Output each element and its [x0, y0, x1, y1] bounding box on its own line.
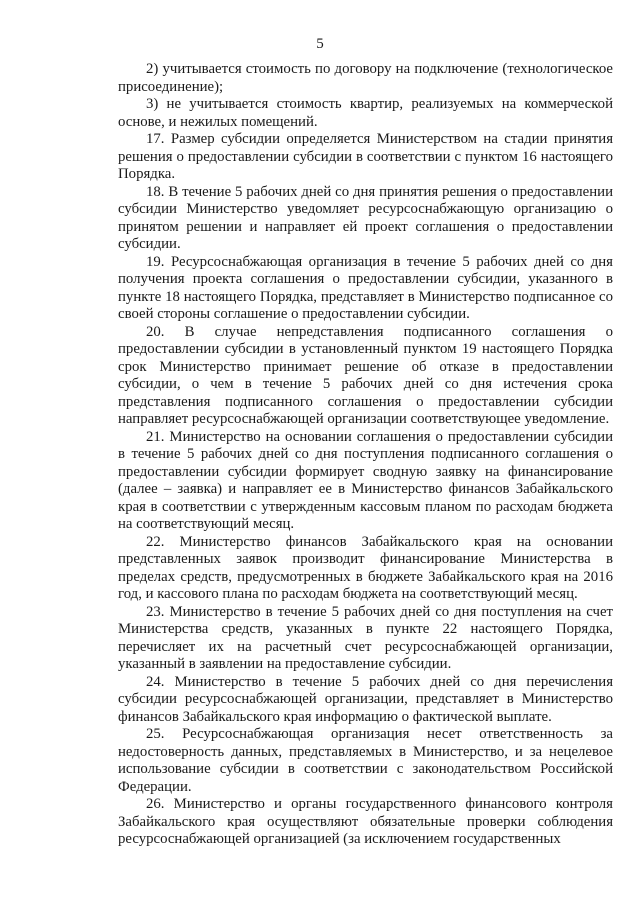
paragraph-20: 20. В случае непредставления подписанного соглашения о предоставлении субсидии в установленный пунктом 19 настоящего Порядка срок Министерство принимает решение об отказе в предоставлении субсидии, о чем в течение 5 рабочих дней со дня истечения срока представления подписанного соглашения о предоставлении субсидии направляет ресурсоснабжающей организации соответствующее уведомление. — [118, 323, 613, 427]
paragraph-item-2: 2) учитывается стоимость по договору на подключение (технологическое присоединение); — [118, 61, 613, 95]
paragraph-17: 17. Размер субсидии определяется Министерством на стадии принятия решения о предоставлении субсидии в соответствии с пунктом 16 настоящего Порядка. — [118, 131, 613, 182]
paragraph-25: 25. Ресурсоснабжающая организация несет ответственность за недостоверность данных, представляемых в Министерство, и за нецелевое использование субсидии в соответствии с законодательством Российской Федерации. — [118, 726, 613, 795]
paragraph-22: 22. Министерство финансов Забайкальского края на основании представленных заявок производит финансирование Министерства в пределах средств, предусмотренных в бюджете Забайкальского края на 2016 год, и кассового плана по расходам бюджета на соответствующий месяц. — [118, 533, 613, 602]
paragraph-23: 23. Министерство в течение 5 рабочих дней со дня поступления на счет Министерства средств, указанных в пункте 22 настоящего Порядка, перечисляет их на расчетный счет ресурсоснабжающей организации, указанный в заявлении на предоставление субсидии. — [118, 603, 613, 672]
paragraph-24: 24. Министерство в течение 5 рабочих дней со дня перечисления субсидии ресурсоснабжающей организации, представляет в Министерство финансов Забайкальского края информацию о фактической выплате. — [118, 673, 613, 725]
paragraph-21: 21. Министерство на основании соглашения о предоставлении субсидии в течение 5 рабочих дней со дня поступления подписанного соглашения о предоставлении субсидии формирует сводную заявку на финансирование (далее – заявка) и направляет ее в Министерство финансов Забайкальского края в соответствии с утвержденным кассовым планом по расходам бюджета на соответствующий месяц. — [118, 428, 613, 532]
page-number: 5 — [316, 36, 324, 52]
paragraph-18: 18. В течение 5 рабочих дней со дня принятия решения о предоставлении субсидии Министерство уведомляет ресурсоснабжающую организацию о принятом решении и направляет ей проект соглашения о предоставлении субсидии. — [118, 183, 613, 252]
paragraph-26: 26. Министерство и органы государственного финансового контроля Забайкальского края осуществляют обязательные проверки соблюдения ресурсоснабжающей организацией (за исключением государственных — [118, 796, 613, 847]
document-body — [118, 61, 613, 849]
paragraph-19: 19. Ресурсоснабжающая организация в течение 5 рабочих дней со дня получения проекта соглашения о предоставлении субсидии, указанного в пункте 18 настоящего Порядка, представляет в Министерство подписанное со своей стороны соглашение о предоставлении субсидии. — [118, 253, 613, 322]
paragraph-item-3: 3) не учитывается стоимость квартир, реализуемых на коммерческой основе, и нежилых помещений. — [118, 96, 613, 130]
